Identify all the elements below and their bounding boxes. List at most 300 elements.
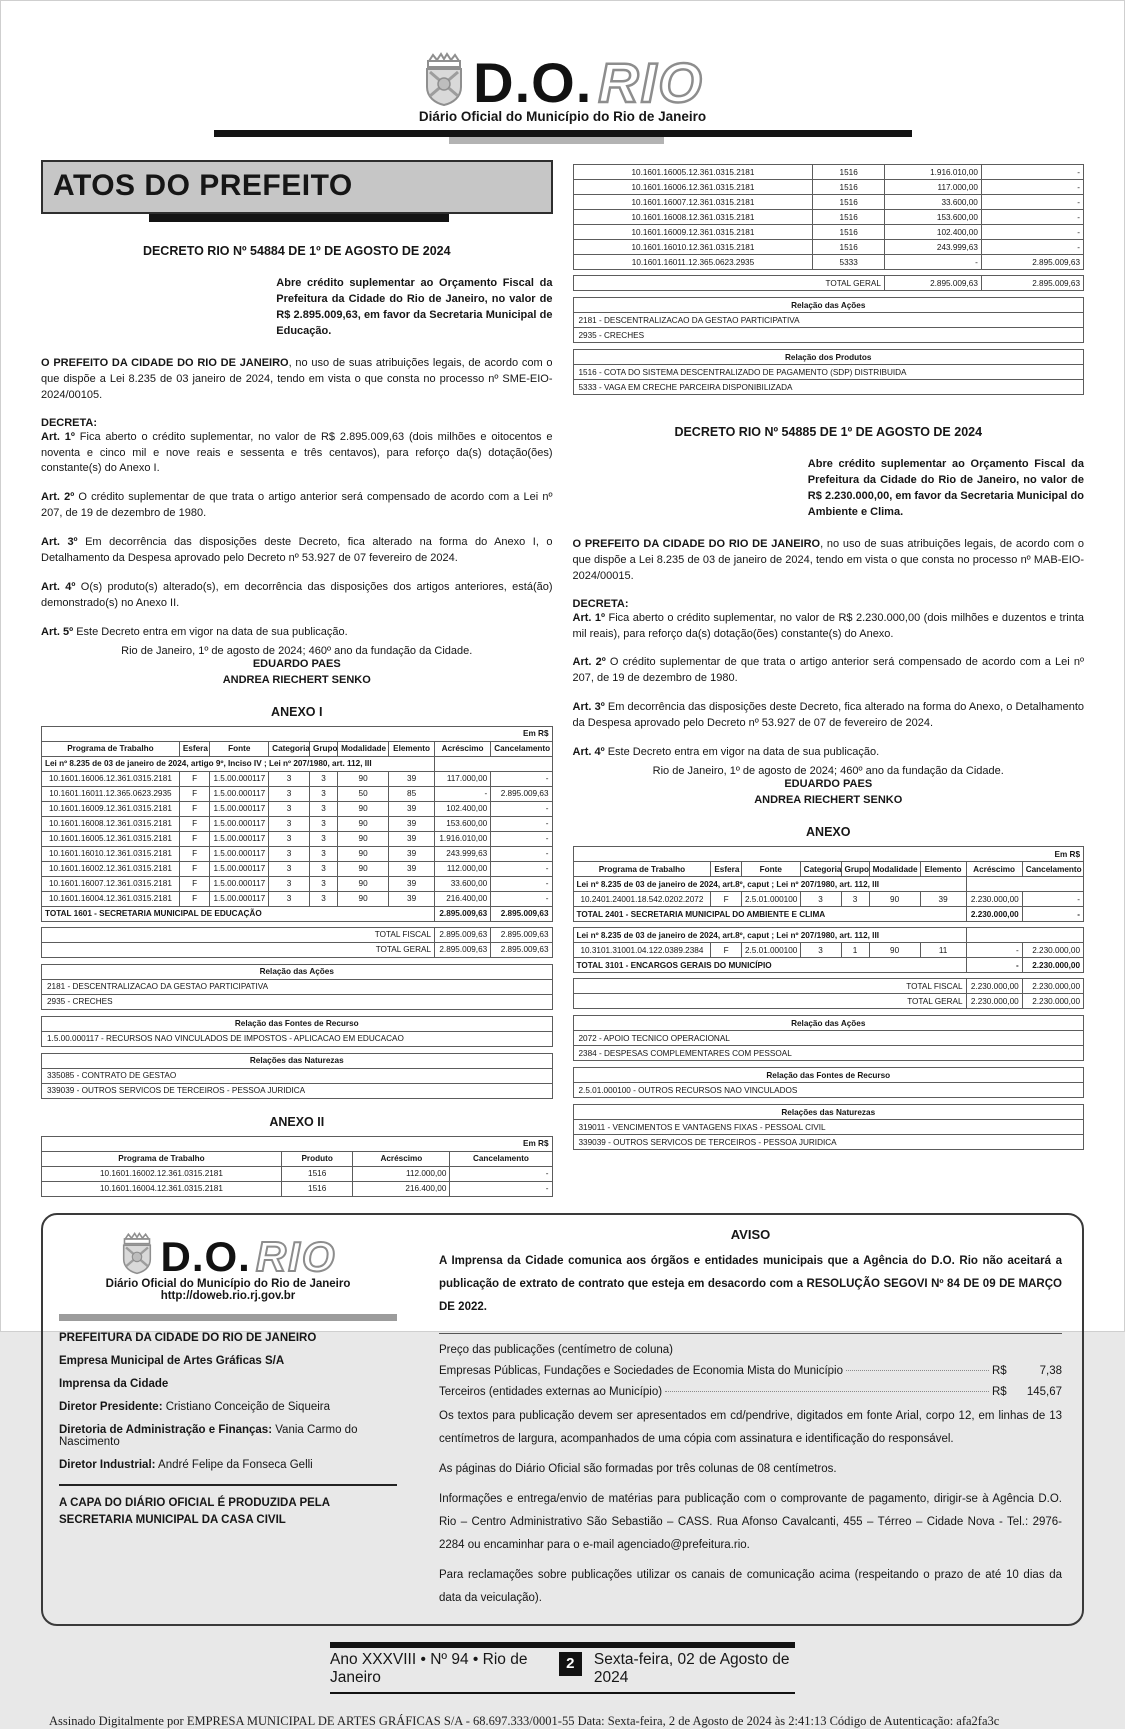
gazette-logo xyxy=(1,51,1124,115)
table-cell: Fonte xyxy=(210,741,269,756)
table-cell: Grupo xyxy=(310,741,338,756)
article-label: Art. 1º xyxy=(41,430,75,443)
table-cell: - xyxy=(966,958,1022,973)
table-row xyxy=(573,928,1084,943)
table-cell: 3 xyxy=(269,831,310,846)
decree1-title: DECRETO RIO Nº 54884 DE 1º DE AGOSTO DE 2024 xyxy=(142,244,451,258)
table-cell: 2.230.000,00 xyxy=(1022,958,1083,973)
table-cell: 153.600,00 xyxy=(884,210,981,225)
table-cell: 112.000,00 xyxy=(353,1166,450,1181)
table-cell: 1516 xyxy=(281,1181,352,1196)
table-cell: 117.000,00 xyxy=(884,180,981,195)
table-cell: 1516 xyxy=(813,180,884,195)
section-title: ATOS DO PREFEITO xyxy=(53,169,353,202)
table-cell: 90 xyxy=(338,861,389,876)
relation-title: Relações das Naturezas xyxy=(42,1054,552,1069)
table-cell: 39 xyxy=(389,861,435,876)
masthead-line-value: André Felipe da Fonseca Gelli xyxy=(155,1458,313,1471)
table-cell: F xyxy=(179,801,210,816)
table-cell: - xyxy=(491,861,552,876)
table-cell: F xyxy=(179,876,210,891)
masthead-line xyxy=(59,1355,397,1367)
header-rule xyxy=(214,130,912,137)
table-cell: Elemento xyxy=(389,741,435,756)
table-cell: 2.230.000,00 xyxy=(966,994,1022,1009)
table-cell: 3 xyxy=(269,801,310,816)
article-label: Art. 1º xyxy=(572,611,606,624)
decree1-article-1 xyxy=(41,430,553,478)
table-cell: 3 xyxy=(800,943,841,958)
decree1-intro xyxy=(41,356,553,404)
article-text: O crédito suplementar de que trata o artigo anterior será compensado de acordo com a Lei nº 207, de 19 de dezembro de 1980. xyxy=(572,656,1085,685)
table-cell: 10.1601.16005.12.361.0315.2181 xyxy=(42,831,180,846)
table-cell: 1516 xyxy=(813,165,884,180)
article-text: Este Decreto entra em vigor na data de sua publicação. xyxy=(604,746,880,759)
table-cell: 1516 xyxy=(281,1166,352,1181)
relation-title: Relação dos Produtos xyxy=(574,350,1084,365)
relation-items xyxy=(42,1032,552,1046)
relation-title: Relação das Fontes de Recurso xyxy=(574,1068,1084,1083)
table-cell: 3 xyxy=(841,892,869,907)
notice-paragraph: Para reclamações sobre publicações utilizar os canais de comunicação acima (respeitando o prazo de até 10 dias da data da veiculação). xyxy=(439,1568,1062,1604)
table-row xyxy=(42,1181,553,1196)
table-cell: 2.895.009,63 xyxy=(435,927,491,942)
table-cell: 2.895.009,63 xyxy=(981,276,1083,291)
table-cell: - xyxy=(981,210,1083,225)
table-cell: TOTAL 3101 - ENCARGOS GERAIS DO MUNICÍPIO xyxy=(573,958,966,973)
table-cell: Elemento xyxy=(920,862,966,877)
digital-signature-line: Assinado Digitalmente por EMPRESA MUNICIPAL DE ARTES GRÁFICAS S/A - 68.697.333/0001-55 Data: Sexta-feira, 2 de Agosto de 2024 às 2:41:13 Código de Autenticação: afa2fa3c xyxy=(49,1713,1000,1728)
table-cell: 216.400,00 xyxy=(435,891,491,906)
table-cell: 1.5.00.000117 xyxy=(210,891,269,906)
table-cell: Produto xyxy=(281,1151,352,1166)
price-row xyxy=(439,1365,1062,1377)
rio-coat-of-arms-icon xyxy=(421,51,467,107)
table-cell: 39 xyxy=(389,891,435,906)
relation-box-acoes xyxy=(573,297,1085,343)
masthead-line xyxy=(59,1401,397,1413)
table-row xyxy=(573,847,1084,862)
masthead-subtitle: Diário Oficial do Município do Rio de Janeiro xyxy=(105,1277,351,1290)
notice-paragraph: Informações e entrega/envio de matérias para publicação com o comprovante de pagamento, dirigir-se à Agência D.O. Rio – Centro Administrativo São Sebastião – CASS. Rua Afonso Cavalcanti, 455 – Térreo – Cidade Nova - Tel.: 2976-2284 ou encaminhar para o e-mail agenciado@prefeitura.rio. xyxy=(439,1492,1062,1551)
table-cell: 117.000,00 xyxy=(435,771,491,786)
table-cell: 39 xyxy=(389,801,435,816)
relation-item: 2.5.01.000100 - OUTROS RECURSOS NAO VINCULADOS xyxy=(578,1085,798,1095)
table-cell: Categoria xyxy=(269,741,310,756)
relation-box-fontes xyxy=(573,1067,1085,1098)
table-row xyxy=(42,741,553,756)
table-cell: 10.1601.16002.12.361.0315.2181 xyxy=(42,861,180,876)
table-row xyxy=(573,943,1084,958)
table-row xyxy=(42,801,553,816)
table-cell: 2.895.009,63 xyxy=(884,276,981,291)
article-label: Art. 5º xyxy=(41,626,74,638)
table-cell: 90 xyxy=(338,891,389,906)
table-cell: 10.1601.16007.12.361.0315.2181 xyxy=(573,195,813,210)
decree2-signer-1: EDUARDO PAES xyxy=(784,778,873,791)
table-cell: 102.400,00 xyxy=(884,225,981,240)
table-cell: 10.1601.16009.12.361.0315.2181 xyxy=(573,225,813,240)
table-cell: Acréscimo xyxy=(353,1151,450,1166)
table-cell: 3 xyxy=(269,876,310,891)
gazette-logo-do: D.O. xyxy=(473,51,593,115)
table-cell: - xyxy=(491,846,552,861)
table-row xyxy=(573,276,1084,291)
table-row xyxy=(573,165,1084,180)
decree2-signer-2: ANDREA RIECHERT SENKO xyxy=(754,794,903,807)
table-cell: 2.895.009,63 xyxy=(491,906,552,921)
decree2-intro xyxy=(573,537,1085,585)
article-text: Em decorrência das disposições deste Decreto, fica alterado na forma do Anexo I, o Detalhamento da Despesa aprovado pelo Decreto nº 53.927 de 07 fevereiro de 2024. xyxy=(41,536,553,565)
relation-item: 2072 - APOIO TECNICO OPERACIONAL xyxy=(574,1031,1084,1046)
table-cell: TOTAL FISCAL xyxy=(42,927,435,942)
table-cell: F xyxy=(711,892,742,907)
article-label: Art. 3º xyxy=(572,701,605,714)
table-cell: 1516 xyxy=(813,195,884,210)
annex1-title: ANEXO I xyxy=(271,704,323,719)
table-cell: 2.5.01.000100 xyxy=(741,892,800,907)
table-row xyxy=(573,180,1084,195)
table-cell: - xyxy=(981,225,1083,240)
table-cell: 3 xyxy=(310,786,338,801)
masthead-line-label: Diretor Industrial: xyxy=(59,1458,156,1471)
table-row xyxy=(42,786,553,801)
table-cell: - xyxy=(981,165,1083,180)
table-cell: 3 xyxy=(310,861,338,876)
decree2-intro-rest: , no uso de suas atribuições legais, de acordo com o que dispõe a Lei 8.235 de 03 de janeiro de 2024, tendo em vista o que consta no processo nº MAB-EIO-2024/00015. xyxy=(572,537,1084,582)
table-cell: 39 xyxy=(389,771,435,786)
table-cell: 3 xyxy=(310,846,338,861)
masthead-logo xyxy=(59,1231,397,1281)
table-cell: 3 xyxy=(269,891,310,906)
annex1-totals-table xyxy=(41,927,553,958)
table-cell: 1.916.010,00 xyxy=(884,165,981,180)
table-cell: 90 xyxy=(338,771,389,786)
annex3-totals-table xyxy=(573,978,1085,1009)
decree2-article-3 xyxy=(573,700,1085,732)
table-cell: 1.5.00.000117 xyxy=(210,861,269,876)
relation-item: 5333 - VAGA EM CRECHE PARCEIRA DISPONIBILIZADA xyxy=(578,382,793,392)
table-row xyxy=(573,255,1084,270)
relation-item: 319011 - VENCIMENTOS E VANTAGENS FIXAS - PESSOAL CIVIL xyxy=(574,1120,1084,1135)
table-cell: 85 xyxy=(389,786,435,801)
masthead-line xyxy=(59,1332,397,1344)
table-cell: F xyxy=(711,943,742,958)
table-cell: Programa de Trabalho xyxy=(573,862,711,877)
table-cell: 1 xyxy=(841,943,869,958)
table-cell: 1.5.00.000117 xyxy=(210,876,269,891)
masthead-divider xyxy=(59,1484,397,1486)
table-cell: TOTAL GERAL xyxy=(573,994,966,1009)
table-cell: 2.895.009,63 xyxy=(435,942,491,957)
table-cell: 2.895.009,63 xyxy=(491,927,552,942)
table-cell: 2.230.000,00 xyxy=(1022,943,1083,958)
relation-item: 339039 - OUTROS SERVICOS DE TERCEIROS - PESSOA JURIDICA xyxy=(47,1086,306,1096)
table-row xyxy=(573,225,1084,240)
relation-items xyxy=(574,1120,1084,1149)
table-cell: 10.1601.16008.12.361.0315.2181 xyxy=(42,816,180,831)
table-row xyxy=(573,979,1084,994)
table-row xyxy=(573,994,1084,1009)
relation-box-produtos xyxy=(573,349,1085,395)
decree1-signer-2: ANDREA RIECHERT SENKO xyxy=(222,673,371,686)
relation-items xyxy=(42,980,552,1009)
decree1-article-3 xyxy=(41,535,553,567)
article-text: Em decorrência das disposições deste Decreto, fica alterado na forma do Anexo, o Detalhamento da Despesa aprovado pelo Decreto nº 53.927 de 07 de fevereiro de 2024. xyxy=(572,701,1084,730)
table-cell: 153.600,00 xyxy=(435,816,491,831)
decree2-article-4 xyxy=(573,745,1085,761)
masthead-line-value: Cristiano Conceição de Siqueira xyxy=(162,1400,331,1413)
table-cell: Cancelamento xyxy=(491,741,552,756)
table-cell: 3 xyxy=(310,831,338,846)
table-cell: 90 xyxy=(338,846,389,861)
table-cell: - xyxy=(966,943,1022,958)
table-cell: 5333 xyxy=(813,255,884,270)
decree1-article-5 xyxy=(41,625,553,641)
table-row xyxy=(573,862,1084,877)
table-cell: 11 xyxy=(920,943,966,958)
table-cell: 3 xyxy=(310,891,338,906)
decree1-date-line: Rio de Janeiro, 1º de agosto de 2024; 460º ano da fundação da Cidade. xyxy=(121,644,473,657)
relation-title: Relações das Naturezas xyxy=(574,1105,1084,1120)
page-footer xyxy=(330,1642,795,1694)
table-cell: 10.2401.24001.18.542.0202.2072 xyxy=(573,892,711,907)
masthead-line-label: PREFEITURA DA CIDADE DO RIO DE JANEIRO xyxy=(59,1331,317,1344)
notice-text: A Imprensa da Cidade comunica aos órgãos e entidades municipais que a Agência do D.O. Rio não aceitará a publicação de extrato de contrato que esteja em desacordo com a RESOLUÇÃO SEGOVI Nº 84 DE 09 DE MARÇO DE 2022. xyxy=(439,1254,1062,1313)
relation-title: Relação das Fontes de Recurso xyxy=(42,1017,552,1032)
table-row xyxy=(573,240,1084,255)
article-text: O crédito suplementar de que trata o artigo anterior será compensado de acordo com a Lei nº 207, de 19 de dezembro de 1980. xyxy=(41,491,553,520)
article-label: Art. 2º xyxy=(41,491,75,504)
table-cell: Programa de Trabalho xyxy=(42,1151,282,1166)
table-cell: - xyxy=(981,195,1083,210)
table-cell: 10.1601.16008.12.361.0315.2181 xyxy=(573,210,813,225)
table-cell: 3 xyxy=(269,771,310,786)
masthead xyxy=(59,1225,397,1610)
table-cell: - xyxy=(450,1181,552,1196)
table-cell: 2.5.01.000100 xyxy=(741,943,800,958)
table-row xyxy=(42,1151,553,1166)
decree1-intro-lead: O PREFEITO DA CIDADE DO RIO DE JANEIRO xyxy=(41,356,289,369)
table-cell: - xyxy=(491,771,552,786)
annex3-table-block1 xyxy=(573,846,1085,922)
price-heading: Preço das publicações (centímetro de coluna) xyxy=(439,1343,673,1356)
masthead-line-label: Diretor Presidente: xyxy=(59,1400,163,1413)
relation-title: Relação das Ações xyxy=(574,298,1084,313)
table-cell: Modalidade xyxy=(338,741,389,756)
relation-item: 2181 - DESCENTRALIZACAO DA GESTAO PARTICIPATIVA xyxy=(42,980,552,995)
table-row xyxy=(42,846,553,861)
table-cell: Lei nº 8.235 de 03 de janeiro de 2024, art.8º, caput ; Lei nº 207/1980, art. 112, III xyxy=(573,928,966,943)
relation-title: Relação das Ações xyxy=(574,1016,1084,1031)
decree1-epigraph: Abre crédito suplementar ao Orçamento Fiscal da Prefeitura da Cidade do Rio de Janeiro, no valor de R$ 2.895.009,63, em favor da Secretaria Municipal de Educação. xyxy=(276,277,553,337)
table-cell: 50 xyxy=(338,786,389,801)
table-cell: 1.5.00.000117 xyxy=(210,846,269,861)
relation-box-acoes xyxy=(573,1015,1085,1061)
masthead-url: http://doweb.rio.rj.gov.br xyxy=(160,1289,296,1302)
gazette-logo-rio: RIO xyxy=(598,51,704,115)
article-text: Fica aberto o crédito suplementar, no valor de R$ 2.230.000,00 (dois milhões e duzentos e trinta mil reais), para reforço da(s) dotação(ões) constante(s) do Anexo. xyxy=(572,611,1084,640)
masthead-logo-rio: RIO xyxy=(255,1233,337,1281)
table-row xyxy=(42,726,553,741)
table-cell: 90 xyxy=(338,876,389,891)
table-cell: 10.1601.16007.12.361.0315.2181 xyxy=(42,876,180,891)
table-cell: - xyxy=(1022,892,1083,907)
table-cell: 39 xyxy=(389,876,435,891)
decree2-article-1 xyxy=(573,611,1085,643)
table-cell: - xyxy=(884,255,981,270)
table-row xyxy=(42,891,553,906)
price-dots xyxy=(846,1370,989,1371)
table-cell: 243.999,63 xyxy=(435,846,491,861)
masthead-line-value: Vania Carmo do Nascimento xyxy=(59,1423,358,1448)
gazette-header xyxy=(1,1,1124,144)
gazette-subtitle: Diário Oficial do Município do Rio de Janeiro xyxy=(418,109,707,124)
decree1-article-4 xyxy=(41,580,553,612)
table-row xyxy=(42,771,553,786)
table-cell: Programa de Trabalho xyxy=(42,741,180,756)
decree2-article-2 xyxy=(573,655,1085,687)
table-cell: 3 xyxy=(800,892,841,907)
table-cell: 39 xyxy=(389,831,435,846)
table-cell: 1.916.010,00 xyxy=(435,831,491,846)
price-row xyxy=(439,1386,1062,1398)
price-name: Terceiros (entidades externas ao Município) xyxy=(439,1385,663,1398)
table-cell: F xyxy=(179,891,210,906)
table-cell: 10.1601.16004.12.361.0315.2181 xyxy=(42,891,180,906)
page-number-badge: 2 xyxy=(559,1652,582,1676)
relation-item: 339039 - OUTROS SERVICOS DE TERCEIROS - PESSOA JURIDICA xyxy=(578,1137,837,1147)
decreta-label: DECRETA: xyxy=(41,416,98,429)
table-cell: Modalidade xyxy=(869,862,920,877)
table-cell xyxy=(966,928,1083,943)
notice-box xyxy=(41,1213,1084,1626)
article-label: Art. 4º xyxy=(572,746,605,759)
price-name: Empresas Públicas, Fundações e Sociedades de Economia Mista do Município xyxy=(439,1364,843,1377)
relation-box-naturezas xyxy=(573,1104,1085,1150)
table-cell: 2.895.009,63 xyxy=(981,255,1083,270)
annex1-table xyxy=(41,726,553,922)
footer-issue: Ano XXXVIII • Nº 94 • Rio de Janeiro xyxy=(330,1650,528,1686)
table-cell: Cancelamento xyxy=(450,1151,552,1166)
continuation-totals-table xyxy=(573,275,1085,291)
table-cell: 10.1601.16010.12.361.0315.2181 xyxy=(573,240,813,255)
annex2-continuation-table xyxy=(573,164,1085,270)
table-row xyxy=(573,958,1084,973)
relation-items xyxy=(574,365,1084,394)
footer-row xyxy=(330,1648,795,1694)
masthead-line-label: Empresa Municipal de Artes Gráficas S/A xyxy=(59,1354,285,1367)
currency-label: R$ xyxy=(992,1385,1007,1398)
table-cell: Em R$ xyxy=(573,847,1084,862)
table-cell: 1.5.00.000117 xyxy=(210,816,269,831)
table-cell: 112.000,00 xyxy=(435,861,491,876)
decree2-epigraph: Abre crédito suplementar ao Orçamento Fiscal da Prefeitura da Cidade do Rio de Janeiro, no valor de R$ 2.230.000,00, em favor da Secretaria Municipal do Ambiente e Clima. xyxy=(807,458,1084,518)
table-row xyxy=(42,756,553,771)
decree1-signer-1: EDUARDO PAES xyxy=(252,657,341,670)
annex3-title: ANEXO xyxy=(806,825,851,839)
table-cell: 2.230.000,00 xyxy=(1022,979,1083,994)
table-cell: 2.230.000,00 xyxy=(1022,994,1083,1009)
table-cell: 3 xyxy=(310,771,338,786)
table-row xyxy=(42,906,553,921)
article-label: Art. 3º xyxy=(41,536,78,549)
table-cell: 10.1601.16002.12.361.0315.2181 xyxy=(42,1166,282,1181)
relation-item: 1.5.00.000117 - RECURSOS NAO VINCULADOS DE IMPOSTOS - APLICACAO EM EDUCACAO xyxy=(47,1034,404,1044)
table-cell: 1.5.00.000117 xyxy=(210,786,269,801)
table-cell: 3 xyxy=(269,861,310,876)
article-label: Art. 2º xyxy=(572,656,606,669)
table-cell: 10.1601.16006.12.361.0315.2181 xyxy=(42,771,180,786)
table-cell: 10.1601.16006.12.361.0315.2181 xyxy=(573,180,813,195)
footer-date: Sexta-feira, 02 de Agosto de 2024 xyxy=(593,1650,790,1686)
table-cell: 10.1601.16010.12.361.0315.2181 xyxy=(42,846,180,861)
table-cell: Lei nº 8.235 de 03 de janeiro de 2024, artigo 9º, Inciso IV ; Lei nº 207/1980, art. 112, III xyxy=(42,756,435,771)
table-cell: 10.1601.16004.12.361.0315.2181 xyxy=(42,1181,282,1196)
decree1-intro-rest: , no uso de suas atribuições legais, de acordo com o que dispõe a Lei 8.235 de 03 janeiro de 2024, tendo em vista o que consta no processo nº SME-EIO-2024/00105. xyxy=(41,356,553,401)
table-cell: 39 xyxy=(389,816,435,831)
table-row xyxy=(42,1166,553,1181)
table-cell: 90 xyxy=(869,943,920,958)
table-cell: - xyxy=(491,876,552,891)
section-title-box xyxy=(41,160,553,214)
masthead-rule xyxy=(59,1314,397,1321)
table-cell: Lei nº 8.235 de 03 de janeiro de 2024, art.8º, caput ; Lei nº 207/1980, art. 112, III xyxy=(573,877,966,892)
price-value: 7,38 xyxy=(1039,1364,1062,1377)
table-cell: 243.999,63 xyxy=(884,240,981,255)
notice-content xyxy=(439,1225,1062,1610)
table-row xyxy=(42,876,553,891)
notice-divider xyxy=(439,1333,1062,1334)
relation-items xyxy=(574,1083,1084,1097)
relation-item: 2935 - CRECHES xyxy=(578,330,645,340)
relation-items xyxy=(574,313,1084,342)
table-cell: F xyxy=(179,786,210,801)
table-cell xyxy=(966,877,1083,892)
table-cell: 10.1601.16005.12.361.0315.2181 xyxy=(573,165,813,180)
table-cell: 90 xyxy=(338,801,389,816)
table-row xyxy=(42,831,553,846)
decree1-article-2 xyxy=(41,490,553,522)
table-cell: Acréscimo xyxy=(966,862,1022,877)
table-cell: 216.400,00 xyxy=(353,1181,450,1196)
table-cell: TOTAL FISCAL xyxy=(573,979,966,994)
table-row xyxy=(42,1136,553,1151)
notice-title: AVISO xyxy=(730,1226,771,1242)
table-cell: TOTAL GERAL xyxy=(42,942,435,957)
table-cell: TOTAL 2401 - SECRETARIA MUNICIPAL DO AMBIENTE E CLIMA xyxy=(573,907,966,922)
table-cell: - xyxy=(1022,907,1083,922)
header-rule-accent xyxy=(449,137,664,144)
masthead-line xyxy=(59,1459,397,1471)
table-cell: F xyxy=(179,831,210,846)
table-cell: 3 xyxy=(269,846,310,861)
price-value: 145,67 xyxy=(1026,1385,1062,1398)
table-cell: Em R$ xyxy=(42,726,553,741)
table-cell: Grupo xyxy=(841,862,869,877)
currency-label: R$ xyxy=(992,1364,1007,1377)
table-cell: - xyxy=(450,1166,552,1181)
table-cell: 90 xyxy=(338,816,389,831)
table-cell xyxy=(435,756,552,771)
table-cell: 3 xyxy=(310,801,338,816)
table-cell: TOTAL GERAL xyxy=(573,276,884,291)
table-cell: 1516 xyxy=(813,240,884,255)
article-text: O(s) produto(s) alterado(s), em decorrência das disposições dos artigos anteriores, está(ão) demonstrado(s) no Anexo II. xyxy=(41,581,553,610)
table-row xyxy=(42,816,553,831)
relation-box-acoes xyxy=(41,964,553,1010)
masthead-line xyxy=(59,1424,397,1448)
